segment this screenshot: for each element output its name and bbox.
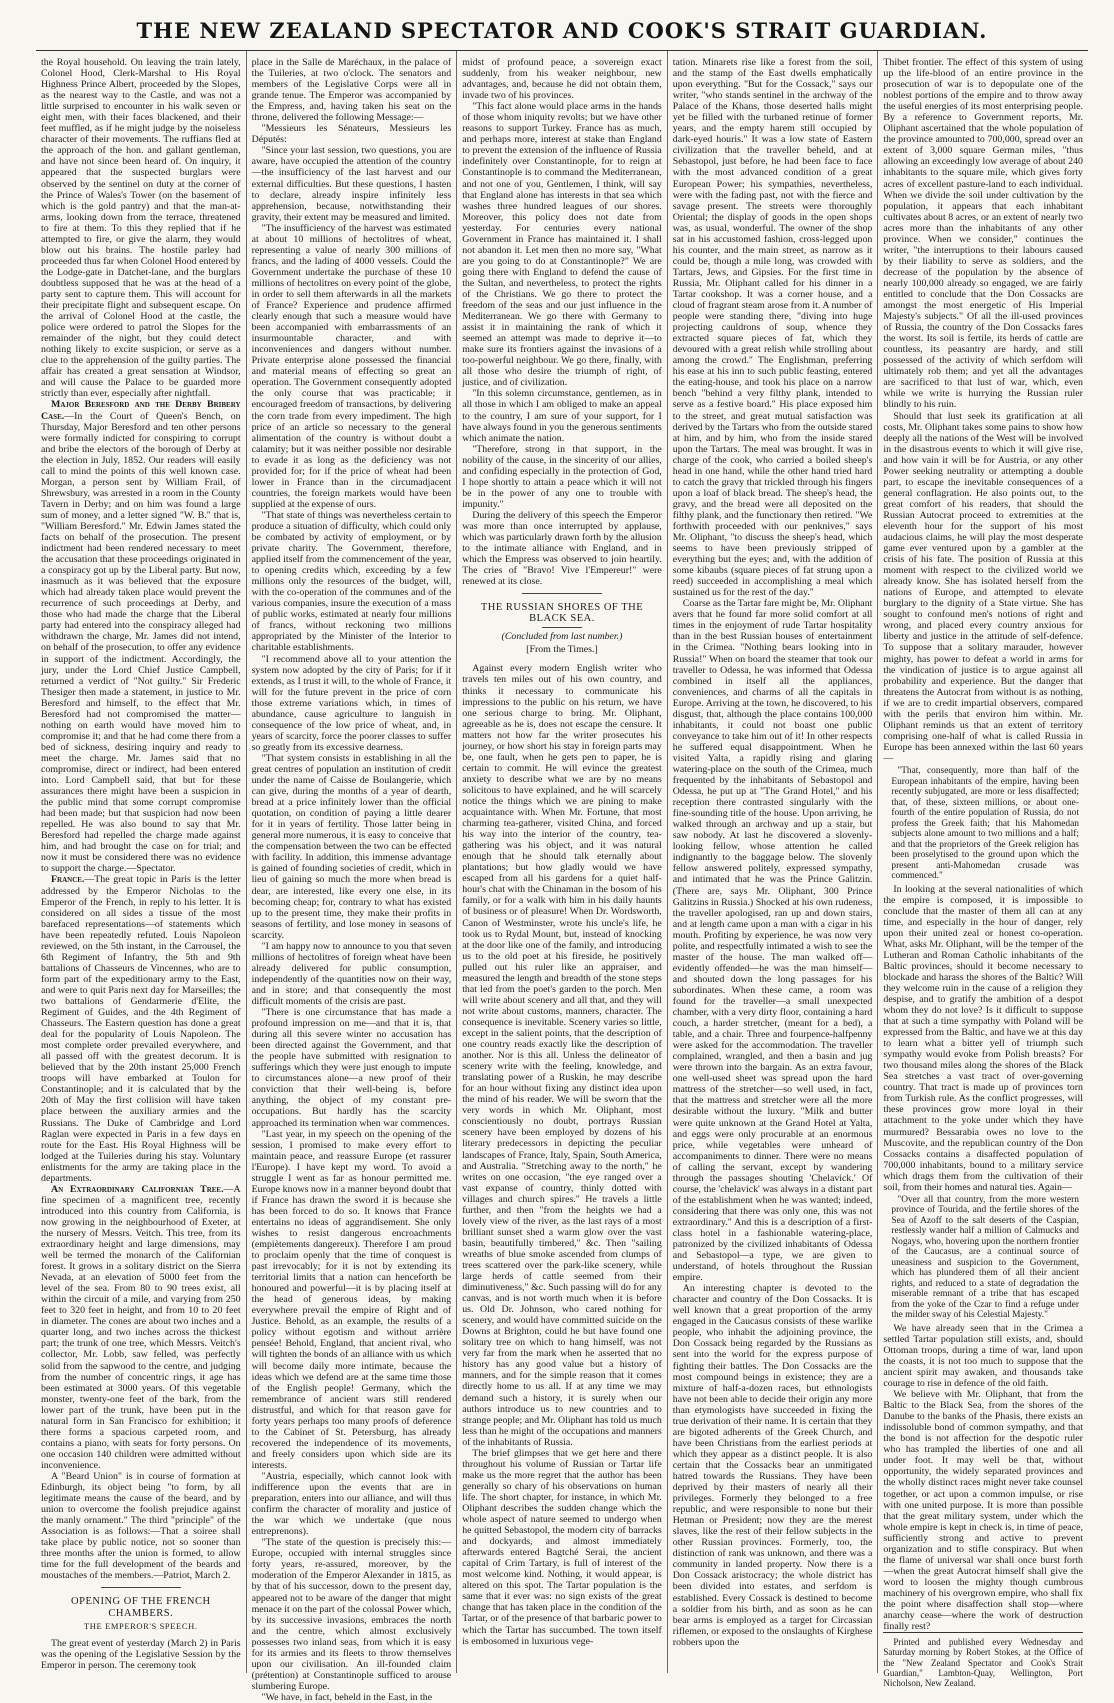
paragraph: "That system consists in establishing in all the great centres of population an institution of credit under the name of Caisse de Boulangerie, which can give, during the months of a year of dearth, bread at a price infinitely lower than the official quotation, on condition of paying a little dearer for it in years of fertility. Those latter being in general more numerous, it is easy to conceive that the compensation between the two can be effected with facility. In addition, this immense advantage is gained of founding societies of credit, which in lieu of gaining so much the more when bread is dear, are interested, like every one else, in its becoming cheap; for, contrary to what has existed up to the present time, they make their profits in seasons of fertility, and lose money in seasons of scarcity.	[251, 752, 452, 941]
divider	[542, 627, 582, 628]
column-1	[36, 51, 247, 1673]
divider	[522, 593, 602, 594]
paragraph: "I am happy now to announce to you that seven millions of hectolitres of foreign wheat have been already delivered for public consumption, independently of the quantities now on their way, and in store; and that consequently the most difficult moments of the crisis are past.	[251, 940, 452, 1007]
paragraph: "I recommend above all to your attention the system now adopted by the city of Paris; for if it extends, as I trust it will, to the whole of France, it will for the future prevent in the price of corn those extreme variations which, in times of abundance, cause agriculture to languish in consequence of the low price of wheat, and, in years of scarcity, force the poorer classes to suffer so greatly from its excessive dearness.	[251, 653, 452, 753]
paragraph: "Austria, especially, which cannot look with indifference upon the events that are in preparation, enters into our alliance, and will thus confirm the character of morality and justice of the war which we undertake (que nous entreprenons).	[251, 1471, 452, 1538]
column-4	[668, 51, 879, 1673]
paragraph: Coarse as the Tartar fare might be, Mr. Oliphant avers that he found far more solid comfort at all times in the enjoyment of rude Tartar hospitality than in the best Russian houses of entertainment in the Crimea. "Nothing bears looking into in Russia!" When on board the steamer that took our traveller to Odessa, he was informed that Odessa combined in itself all the appliances, conveniences, and charms of all the capitals in Europe. Arriving at the town, he discovered, to his disgust, that, although the place contains 100,000 inhabitants, it could not boast one public conveyance to take him out of it! In other respects he suffered equal disappointment. When he visited Yalta, a rapidly rising and glaring watering-place on the south of the Crimea, much frequented by the inhabitants of Sebastopol and Odessa, he put up at "The Grand Hotel," and his reception there contrasted singularly with the fine-sounding title of the house. Upon arriving, he walked through an archway and up a stair, but saw nobody. At last he discovered a slovenly-looking fellow, whose attention he called indignantly to the baggage below. The slovenly fellow answered politely, expressed sympathy, and intimated that he was the Prince Galitzin. (There are, says Mr. Oliphant, 300 Prince Galitzins in Russia.) Shocked at his own rudeness, the traveller apologised, ran up and down stairs, and at length came upon a man with a cigar in his mouth. Profiting by experience, he was now very polite, and respectfully intimated a wish to see the master of the house. The man walked off—evidently offended—he was the man himself—and shouted down the long passages for his subordinates. When these came, a room was found for the traveller—a small unexpected chamber, with a very dirty floor, containing a hard couch, a harder stretcher, (meant for a bed), a table, and a chair. Three and fourpence-halfpenny were asked for the accommodation. The traveller complained, wrangled, and then a basin and jug were thrown into the bargain. As an extra favour, one well-used sheet was spread upon the hard mattress of the stretcher—so well used, in fact, that the mattress and stretcher were all the more desirable without the luxury. "Milk and butter were quite unknown at the Grand Hotel at Yalta, and eggs were only procurable at an enormous price, while vegetables were unheard of accompaniments to dinner. There were no means of calling the servant, except by wandering through the passages shouting 'Chelavick.' Of course, the 'chelavick' was always in a distant part of the establishment when he was wanted; indeed, considering that there was only one, this was not extraordinary." And this is a description of a first-class hotel in a fashionable watering-place, patronized by the civilized inhabitants of Odessa and Sebastopol—a type, we are given to understand, of hotels throughout the Russian empire.	[672, 598, 873, 1284]
article-france	[41, 874, 241, 1183]
divider	[101, 1587, 181, 1588]
article-tree	[41, 1184, 241, 1471]
column-5	[878, 51, 1088, 1689]
article-lead: France.	[51, 874, 85, 886]
section-heading: THE RUSSIAN SHORES OF THE BLACK SEA.	[480, 602, 644, 625]
section-subheading: THE EMPEROR'S SPEECH.	[84, 1620, 198, 1631]
paragraph: "That state of things was nevertheless certain to produce a situation of difficulty, which could only be combated by activity of employment, or by private charity. The Government, therefore, applied itself from the commencement of the year, to opening credits which, exceeding by a few millions only the resources of the budget, will, with the co-operation of the communes and of the various companies, insure the execution of a mass of public works, estimated at nearly four millions of francs, without reckoning two millions appropriated by the Minister of the Interior to charitable establishments.	[251, 509, 452, 654]
paragraph: An interesting chapter is devoted to the character and country of the Don Cossacks. It is well known that a great proportion of the army engaged in the Caucasus consists of these warlike people, who inhabit the adjoining province, the Don Cossack being regarded by the Russians as sent into the world for the express purpose of fighting their battles. The Don Cossacks are the most compound beings in existence; they are a mixture of half-a-dozen races, but ethnologists have not been able to decide their origin any more than etymologists have succeeded in fixing the true derivation of their name. It is certain that they are bigoted adherents of the Greek Church, and have been Christians from the earliest periods at which they appear as a distinct people. It is also certain that the Cossacks bear an unmitigated hatred towards the Russians. They have been deprived by their masters of nearly all their privileges. Formerly they belonged to a free republic, and were responsible to none but their Hetman or President; now they are the merest slaves, like the rest of their fellow subjects in the other Russian provinces. Formerly, too, the distinction of rank was unknown, and there was a community in landed property. Now there is a Don Cossack aristocracy; the whole district has been divided into estates, and serfdom is established. Every Cossack is destined to become a soldier from his birth, and as soon as he can bear arms is employed as a target for Circassian riflemen, or exposed to the onslaughts of Kirghese robbers upon the	[672, 1283, 873, 1648]
paragraph: Against every modern English writer who travels ten miles out of his own country, and thinks it necessary to communicate his impressions to the public on his return, we have one serious charge to bring. Mr. Oliphant, agreeable as he is, does not escape the censure. It matters not how far the writer prosecutes his journey, or how short his stay in foreign parts may be, one fault, when he gets pen to paper, he is certain to commit. He will evince the greatest anxiety to describe what we are by no means solicitous to have explained, and he will scarcely notice the things which we are pining to make acquaintance with. When Mr. Fortune, that most charming tea-gatherer, visited China, and forced his way into the interior of the country, tea-gathering was his object, and it was natural enough that he should talk eternally about plantations; but how gladly would we have escaped from all his gardens for a quiet half-hour's chat with the Chinaman in the bosom of his family, or for a walk with him in his daily haunts of business or of pleasure! When Dr. Wordsworth, Canon of Westminster, wrote his uncle's life, he took us to Rydal Mount, but, instead of knocking at the door like one of the family, and introducing us to the old poet at his fireside, he positively pulled out his ruler like an appraiser, and measured the length and breadth of the stone steps that led from the poet's garden to the porch. Men will write about scenery and all that, and they will not write about customs, manners, character. The consequence is inevitable. Scenery varies so little, except in the salient points, that the description of one country reads exactly like the description of another. Nor is this all. Unless the delineator of scenery write with the feeling, knowledge, and translating power of a Ruskin, he may describe for an hour without fixing any distinct idea upon the mind of his reader. We will be sworn that the very words in which Mr. Oliphant, most conscientiously no doubt, portrays Russian scenery have been employed by dozens of his literary predecessors in depicting the peculiar landscapes of France, Italy, Spain, South America, and Australia. "Stretching away to the north," he writes on one occasion, "the eye ranged over a vast expanse of country, thinly dotted with villages and church spires." He travels a little further, and then "from the heights we had a lovely view of the river, as the last rays of a most brilliant sunset shed a warm glow over the vast basin, beautifully timbered," &c. Then "sailing wreaths of blue smoke ascended from clumps of trees scattered over the park-like scenery, while large herds of cattle seemed from their diminutiveness," &c. Such passing will do for any canvas, and is not worth much when it is before us. Old Dr. Johnson, who cared nothing for scenery, and would have committed suicide on the Downs at Brighton, could he but have found one solitary tree on which to hang himself, was not very far from the mark when he asserted that no history has any good value but a history of manners, and for the simple reason that it comes directly home to us all. If at any time we may demand such a history, it is surely when our authors introduce us to new countries and to strange people; and Mr. Oliphant has told us much less than he might of the occupations and manners of the inhabitants of Russia.	[462, 663, 662, 1448]
paragraph: place in the Salle de Maréchaux, in the palace of the Tuileries, at two o'clock. The senators and members of the Legislative Corps were all in grande tenue. The Emperor was accompanied by the Empress, and, having taken his seat on the throne, delivered the following Message:—	[251, 57, 452, 124]
article-beard-union: A "Beard Union" is in course of formation at Edinburgh, its object being "to form, by all legitimate means the cause of the beard, and by union to overcome the foolish prejudice against the manly ornament." The third "principle" of the Association is as follows:—That a soiree shall take place by public notice, not so sooner than three months after the union is formed, to allow time for the full development of the beards and moustaches of the members.—Patriot, March 2.	[41, 1471, 241, 1582]
article-body: —A fine specimen of a magnificent tree, recently introduced into this country from California, is now growing in the neighbourhood of Exeter, at the nursery of Messrs. Veitch. This tree, from its extraordinary height and large dimensions, may well be termed the monarch of the Californian forest. It grows in a solitary district on the Sierra Nevada, at an elevation of 5000 feet from the level of the sea. From 80 to 90 trees exist, all within the circuit of a mile, and varying from 250 feet to 320 feet in height, and from 10 to 20 feet in diameter. The cones are about two inches and a quarter long, and two inches across the thickest part; the trunk of one tree, which Messrs. Veitch's collector, Mr. Lobb, saw felled, was perfectly solid from the sapwood to the centre, and judging from the number of concentric rings, it age has been estimated at 3000 years. Of this vegetable monster, twenty-one feet of the bark, from the lower part of the trunk, have been put in the natural form in San Francisco for exhibition; it there forms a spacious carpeted room, and contains a piano, with seats for forty persons. On one occasion 140 children were admitted without inconvenience.	[41, 1183, 241, 1471]
paragraph: "Since your last session, two questions, you are aware, have occupied the attention of the country—the insufficiency of the last harvest and our external difficulties. But these questions, I hasten to declare, already inspire infinitely less apprehension, because, notwithstanding their gravity, their extent may be measured and limited.	[251, 145, 452, 223]
paragraph: "There is one circumstance that has made a profound impression on me—and that it is, that during all this severe winter no accusation has been directed against the Government, and that the people have submitted with resignation to sufferings which they were just enough to impute to circumstances alone—a new proof of their conviction that their well-being is, before anything, the object of my constant pre-occupations. But hardly has the scarcity approached its termination when war commences.	[251, 1007, 452, 1129]
paragraph: "Therefore, strong in that support, in the nobility of the cause, in the sincerity of our allies, and confiding especially in the protection of God, I hope shortly to attain a peace which it will not be in the power of any one to trouble with impunity."	[462, 443, 662, 510]
paragraph: We have already seen that in the Crimea a settled Tartar population still exists, and, should Ottoman troops, during a time of war, land upon the coasts, it is not too much to suppose that the ancient spirit may awaken, and thousands take courage to rise in defence of the old faith.	[883, 1322, 1083, 1390]
article-continuation-note: (Concluded from last number.)	[501, 631, 623, 643]
printer-imprint: Printed and published every Wednesday and Saturday morning by Robert Stokes, at the Office of the "New Zealand Spectator and Cook's Strait Guardian," Lambton-Quay, Wellington, Port Nicholson, New Zealand.	[883, 1632, 1083, 1688]
paragraph: During the delivery of this speech the Emperor was more than once interrupted by applause, which was particularly drawn forth by the allusion to the intimate alliance with England, and in which the Empress was observed to join heartily. The cries of "Bravo! Vive l'Empereur!" were renewed at its close.	[462, 509, 662, 588]
paragraph: midst of profound peace, a sovereign exact suddenly, from his weaker neighbour, new advantages, and, because he did not obtain them, invade two of his provinces.	[462, 57, 662, 102]
paragraph: Thibet frontier. The effect of this system of using up the life-blood of an entire province in the prosecution of war is to depopulate one of the noblest portions of the empire and to throw away the useful energies of its most enterprising people. By a reference to Government reports, Mr. Oliphant ascertained that the whole population of the province amounted to 700,000, spread over an extent of 3,000 square German miles, "thus allowing an exceedingly low average of about 240 inhabitants to the square mile, which gives forty acres of excellent pasture-land to each individual. When we divide the soil under cultivation by the population, it appears that each inhabitant cultivates about 8 acres, or an extent of nearly two acres more than the inhabitants of any other province. When we consider," continues the writer, "the interruptions to their labours caused by their liability to serve as soldiers, and the decrease of the population by the absence of nearly 100,000 already so engaged, we are fairly entitled to conclude that the Don Cossacks are amongst the most energetic of His Imperial Majesty's subjects." Of all the ill-used provinces of Russia, the country of the Don Cossacks fares the worst. Its soil is fertile, its herds of cattle are countless, its peasantry are hardy, and still possessed of the activity of which serfdom will ultimately rob them; and yet all the advantages are sacrificed to that lust of war, which, even while we write is hurrying the Russian ruler blindly to his ruin.	[883, 57, 1083, 411]
article-source: [From the Times.]	[526, 644, 598, 656]
columns	[36, 50, 1088, 1703]
paragraph: "The state of the question is precisely this:—Europe, occupied with internal struggles since forty years, re-assured, moreover, by the moderation of the Emperor Alexander in 1815, as by that of his successor, down to the present day, appeared not to be aware of the danger that might menace it on the part of the colossal Power which, by its successive invasions, embraces the north and the centre, which almost exclusively possesses two inland seas, from which it is easy for its armies and its fleets to throw themselves upon our civilisation. An ill-founded claim (prétention) at Constantinople sufficed to arouse slumbering Europe.	[251, 1537, 452, 1692]
paragraph: "The insufficiency of the harvest was estimated at about 10 millions of hectolitres of wheat, representing a value of nearly 300 millions of francs, and the lading of 4000 vessels. Could the Government undertake the purchase of these 10 millions of hectolitres on every point of the globe, in order to sell them afterwards in all the markets of France? Experience and prudence affirmed clearly enough that such a measure would have been accompanied with embarrassments of an insurmountable character, and with inconveniences and dangers without number. Private enterprise alone possessed the financial and material means of effecting so great an operation. The Government consequently adopted the only course that was practicable; it encouraged freedom of transactions, by delivering the corn trade from every impediment. The high price of an article so necessary to the general alimentation of the country is without doubt a calamity; but it was neither possible nor desirable to evade it as long as the deficiency was not provided for; for if the price of wheat had been lower in France than in the circumadjacent countries, the foreign markets would have been supplied at the expense of ours.	[251, 222, 452, 510]
paragraph: In looking at the several nationalities of which the empire is composed, it is impossible to conclude that the master of them all can at any time, and especially in the hour of danger, rely upon their united zeal or honest co-operation. What, asks Mr. Oliphant, will be the temper of the Lutheran and Roman Catholic inhabitants of the Baltic provinces, should it become necessary to blockade and harass the shores of the Baltic? Will they welcome ruin in the cause of a religion they despise, and to gratify the ambition of a despot whom they do not love? Is it difficult to suppose that at such a time sympathy with Poland will be expressed from the Baltic, and have we at this day to learn what a bitter yell of triumph such sympathy would evoke from Polish breasts? For two thousand miles along the shores of the Black Sea stretches a vast tract of over-governing country. That tract is made up of provinces torn from Turkish rule. As the conflict progresses, will these provinces grow more loyal in their attachment to the yoke under which they have murmured? Bessarabia owes no love to the Muscovite, and the republican country of the Don Cossacks contains a disaffected population of 700,000 inhabitants, bound to a military service which drags them from the cultivation of their soil, from their homes and natural ties. Again—	[883, 883, 1083, 1193]
paragraph: tation. Minarets rise like a forest from the soil, and the stamp of the East dwells emphatically upon everything. "But for the Cossack," says our writer, "who stands sentinel in the archway of the Palace of the Khans, those deserted halls might yet be filled with the turbaned retinue of former years, and the empty harem still occupied by dark-eyed houris." It was a low state of Eastern civilization that the traveller beheld, and at Sebastopol, just before, he had been face to face with the most advanced condition of a great European Power; his sympathies, nevertheless, were with the fading past, not with the fierce and savage present. The streets were thoroughly Oriental; the display of goods in the open shops was, as usual, wonderful. The owner of the shop sat in his accustomed fashion, cross-legged upon his counter, and the main street, as narrow as it could be, though a mile long, was crowded with Tartars, Jews, and Gipsies. For the first time in Russia, Mr. Oliphant called for his dinner in a Tartar cookshop. It was a corner house, and a cloud of fragrant steam arose from it. A number of people were standing there, "diving into huge projecting cauldrons of soup, whence they extracted square pieces of fat, which they devoured with a great relish while strolling about among the crowd." The Englishman, preferring his ease at his inn to such public feasting, entered the eating-house, and took his place on a narrow bench "behind a very filthy plank, intended to serve as a festive board." His place exposed him to the street, and great mutual satisfaction was derived by the Tartars who from the outside stared at him, and by him, who from the inside stared upon the Tartars. The meal was brought. It was in charge of the cook, who carried a boiled sheep's head in one hand, while the other hand tried hard to catch the gravy that trickled through his fingers upon a loaf of black bread. The sheep's head, the gravy, and the bread were all deposited on the filthy plank, and the functionary then retired. "We forthwith proceeded with our penknives," says Mr. Oliphant, "to discuss the sheep's head, which seems to have been previously stripped of everything but the eyes; and, with the addition of some kibaubs (square pieces of fat strung upon a reed) succeeded in accomplishing a meal which sustained us for the rest of the day."	[672, 57, 873, 599]
article-body: —The great topic in Paris is the letter addressed by the Emperor Nicholas to the Emperor of the French, in reply to his letter. It is considered on all sides a tissue of the most barefaced representations—of statements which have been repeatedly refuted. Louis Napoleon reviewed, on the 5th instant, in the Carrousel, the 6th Regiment of Infantry, the 5th and 9th battalions of Chasseurs de Vincennes, who are to form part of the expeditionary army to the East, and were to quit Paris next day for Marseilles; the two battalions of Gendarmerie d'Elite, the Regiment of Guides, and the 4th Regiment of Chasseurs. The Eastern question has done a great deal for the popularity of Louis Napoleon. The most complete order prevailed everywhere, and all passed off with the greatest decorum. It is believed that by the 20th instant 25,000 French troops will have embarked at Toulon for Constantinople; and it is calculated that by the 20th of May the first collision will have taken place between the auxiliary armies and the Russians. The Duke of Cambridge and Lord Raglan were expected in Paris in a few days en route for the East. His Royal Highness will be lodged at the Tuileries during his stay. Voluntary enlistments for the army are taking place in the departments.	[41, 874, 241, 1184]
paragraph: "Last year, in my speech on the opening of the session, I promised to make every effort to maintain peace, and reassure Europe (et rassurer l'Europe). I have kept my word. To avoid a struggle I went as far as honour permitted me. Europe knows now in a manner beyond doubt that if France has drawn the sword it is because she has been forced to do so. It knows that France entertains no ideas of aggrandisement. She only wishes to resist dangerous encroachments (empiètements dangereux). Therefore I am proud to proclaim openly that the time of conquest is past irrevocably; for it is not by extending its territorial limits that a nation can henceforth be honoured and powerful—it is by placing itself at the head of generous ideas, by making everywhere prevail the empire of Right and of Justice. Behold, as an example, the results of a policy without egotism and without arrière pensée! Behold, England, that ancient rival, who will tighten the bonds of an alliance with us which will become daily more intimate, because the ideas which we defend are at the same time those of the English people! Germany, which the remembrance of ancient wars still rendered distrustful, and which for that reason gave for forty years perhaps too many proofs of deference to the Cabinet of St. Petersburg, has already recovered the independence of its movements, and freely considers upon which side are its interests.	[251, 1128, 452, 1471]
masthead-title: THE NEW ZEALAND SPECTATOR AND COOK'S STRAIT GUARDIAN.	[136, 18, 988, 43]
column-3	[457, 51, 668, 1673]
article-lead: Major Beresford and the Derby Bribery Case.	[41, 399, 241, 422]
section-heading: OPENING OF THE FRENCH CHAMBERS.	[71, 1596, 211, 1619]
paragraph: "This fact alone would place arms in the hands of those whom iniquity revolts; but we have other reasons to support Turkey. France has as much, and perhaps more, interest at stake than England to prevent the extension of the influence of Russia indefinitely over Constantinople, for to reign at Constantinople is to command the Mediterranean, and not one of you, Gentlemen, I think, will say that England alone has interests in that sea which washes three hundred leagues of our shores. Moreover, this policy does not date from yesterday. For centuries every national Government in France has maintained it. I shall not abandon it. Let men then no more say, "What are you going to do at Constantinople?" We are going there with England to defend the cause of the Sultan, and nevertheless, to protect the rights of the Christians. We go there to protect the freedom of the seas and our just influence in the Mediterranean. We go there with Germany to assist it in maintaining the rank of which it seemed an attempt was made to deprive it—to make sure its frontiers against the invasions of a too-powerful neighbour. We go there, finally, with all those who desire the triumph of right, of justice, and of civilization.	[462, 101, 662, 389]
salutation: "Messieurs les Sénateurs, Messieurs les Députés:	[251, 123, 452, 146]
paragraph: "We have, in fact, beheld in the East, in the	[261, 1691, 433, 1703]
column-2	[247, 51, 458, 1703]
article-lead: An Extraordinary Californian Tree.	[51, 1183, 224, 1195]
paragraph: The great event of yesterday (March 2) in Paris was the opening of the Legislative Session by the Emperor in person. The ceremony took	[41, 1637, 241, 1671]
paragraph: The brief glimpses that we get here and there throughout his volume of Russian or Tartar life make us the more regret that the author has been generally so chary of his observations on human life. The short chapter, for instance, in which Mr. Oliphant describes the sudden change which the whole aspect of nature seemed to undergo when he quitted Sebastopol, the modern city of barracks and dockyards, and almost immediately afterwards entered Bagtché Serai, the ancient capital of Crim Tartary, is full of interest of the most welcome kind. Nothing, it would appear, is altered on this spot. The Tartar population is the same that it ever was: no sign exists of the great change that has taken place in the condition of the Tartar, or of the presence of that barbaric power to which the Tartar has succumbed. The town itself is embosomed in luxurious vege-	[462, 1447, 662, 1647]
paragraph: "In this solemn circumstance, gentlemen, as in all those in which I am obliged to make an appeal to the country, I am sure of your support, for I have always found in you the generous sentiments which animate the nation.	[462, 388, 662, 444]
article-body: —In the Court of Queen's Bench, on Thursday, Major Beresford and ten other persons were formally indicted for conspiring to corrupt and bribe the electors of the borough of Derby at the election in July, 1852. Our readers will easily call to mind the points of this well known case. Morgan, a person sent by William Frail, of Shrewsbury, was arrested in a room in the County Tavern in Derby; and on him was found a large sum of money, and a letter signed "W. B." that is, "William Beresford." Mr. Edwin James stated the facts on behalf of the prosecution. The present indictment had been rendered necessary to meet the accusation that these proceedings originated in a conspiracy got up by the Liberal party. But now, inasmuch as it was believed that the exposure which had already taken place would prevent the recurrence of such proceedings at Derby, and those who had made the charge that the Liberal party had entered into the conspiracy alleged had withdrawn the charge, Mr. James did not intend, on behalf of the prosecution, to offer any evidence in support of the indictment. Accordingly, the jury, under the Lord Chief Justice Campbell, returned a verdict of "Not guilty." Sir Frederic Thesiger then made a statement, in justice to Mr. Beresford and himself, to the effect that Mr. Beresford had not compromised the matter—nothing on earth would have moved him to compromise it; and that he had come there from a bed of sickness, desiring inquiry and ready to meet the charge. Mr. James said that no compromise, direct or indirect, had been entered into. Lord Campbell said, that but for these assurances there might have been a suspicion in the public mind that some corrupt compromise had been made; but that suspicion had now been repelled. He was also bound to say that Mr. Beresford had repelled the charge made against him, and had brought the case on for trial; and now it must be considered there was no evidence to support the charge.—Spectator.	[41, 410, 241, 875]
article-beresford	[41, 399, 241, 874]
block-quote: "That, consequently, more than half of the European inhabitants of the empire, having been recently subjugated, are more or less disaffected; that, of these, sixteen millions, or about one-fourth of the entire population of Russia, do not profess the Greek faith; that his Mahomedan subjects alone amount to two millions and a half; and that the proprietors of the Greek religion has been proselytised to the ground upon which the present anti-Mahomedan crusade was commenced."	[891, 766, 1079, 881]
block-quote: "Over all that country, from the more western province of Tourida, and the fertile shores of the Sea of Azoff to the salt deserts of the Caspian, restlessly wander half a million of Calmucks and Nogays, who, hovering upon the northern frontier of the Caucasus, are a continual source of uneasiness and suspicion to the Government, which has plundered them of all their ancient rights, and reduced to a state of degradation the miserable remnant of a tribe that has escaped from the yoke of the Czar to find a refuge under the milder sway of his Celestial Majesty."	[891, 1194, 1079, 1321]
paragraph: We believe with Mr. Oliphant, that from the Baltic to the Black Sea, from the shores of the Danube to the banks of the Phasis, there exists an indissoluble bond of common sympathy, and that the bond is not affection for the despotic ruler who has trampled the liberties of one and all under foot. It may well be that, without opportunity, the widely separated provinces and the wholly distinct races might never take counsel together, or act upon a common impulse, or rise with one united purpose. It is more than possible that the great military system, under which the whole empire is kept in check is, in time of peace, sufficiently strong and active to prevent organization and to stifle conspiracy. But when the flame of universal war shall once burst forth—when the great Autocrat himself shall give the word to loosen the mighty though cumbrous machinery of his overgrown empire, who shall fix the point where disaffection shall stop—where anarchy cease—where the work of destruction finally rest?	[883, 1389, 1083, 1633]
paragraph: the Royal household. On leaving the train lately, Colonel Hood, Clerk-Marshal to His Royal Highness Prince Albert, proceeded by the Slopes, as the nearest way to the Castle, and was not a little surprised to encounter in his walk seven or eight men, with their faces blackened, and their feet muffled, as if he might judge by the noiseless character of their movements. The ruffians fled at the approach of the hon. and gallant gentleman, and have not since been heard of. On inquiry, it appeared that the suspected burglars were observed by the sentinel on duty at the corner of the Prince of Wales's Tower (on the basement of which is the gold pantry) and that the man-at-arms, looking down from the terrace, threatened to fire at them. To this they replied that if he attempted to fire, or give the alarm, they would blow out his brains. The hostile parley had proceeded thus far when Colonel Hood entered by the Lodge-gate in Datchet-lane, and the burglars doubtless supposed that he was at the head of a party sent to capture them. This will account for their precipitate flight and subsequent escape. On the arrival of Colonel Hood at the castle, the police were ordered to patrol the Slopes for the remainder of the night, but they could detect nothing likely to excite suspicion, or serve as a clue to the apprehension of the guilty parties. The affair has created a great sensation at Windsor, and will cause the Palace to be guarded more strictly than ever, especially after nightfall.	[41, 57, 241, 400]
paragraph: Should that lust seek its gratification at all costs, Mr. Oliphant takes some pains to show how deeply all the nations of the West will be involved in the disastrous events to which it will give rise, and how vain it will be for Austria, or any other Power seeking neutrality or attempting a double part, to escape the inevitable consequences of a general conflagration. He also points out, to the great comfort of his readers, that should the Russian Autocrat proceed to extremities at the eleventh hour for the support of his most audacious claims, he will play the most desperate game ever ventured upon by a gambler at the crisis of his fate. The position of Russia at this moment with respect to the civilized world we already know. She has isolated herself from the nations of Europe, and attempted to elevate burglary to the dignity of a State virtue. She has sought to confound men's notions of right and wrong, and placed every country anxious for liberty and justice in the attitude of self-defence. To suppose that a solitary marauder, however mighty, has power to defeat a world in arms for the vindication of justice is to argue against all probability and experience. But the danger that threatens the Autocrat from without is as nothing, if we are to credit impartial observers, compared with the perils that environ him within. Mr. Oliphant reminds us that an extent of territory comprising one-half of what is called Russia in Europe has been annexed within the last 60 years—	[883, 410, 1083, 764]
